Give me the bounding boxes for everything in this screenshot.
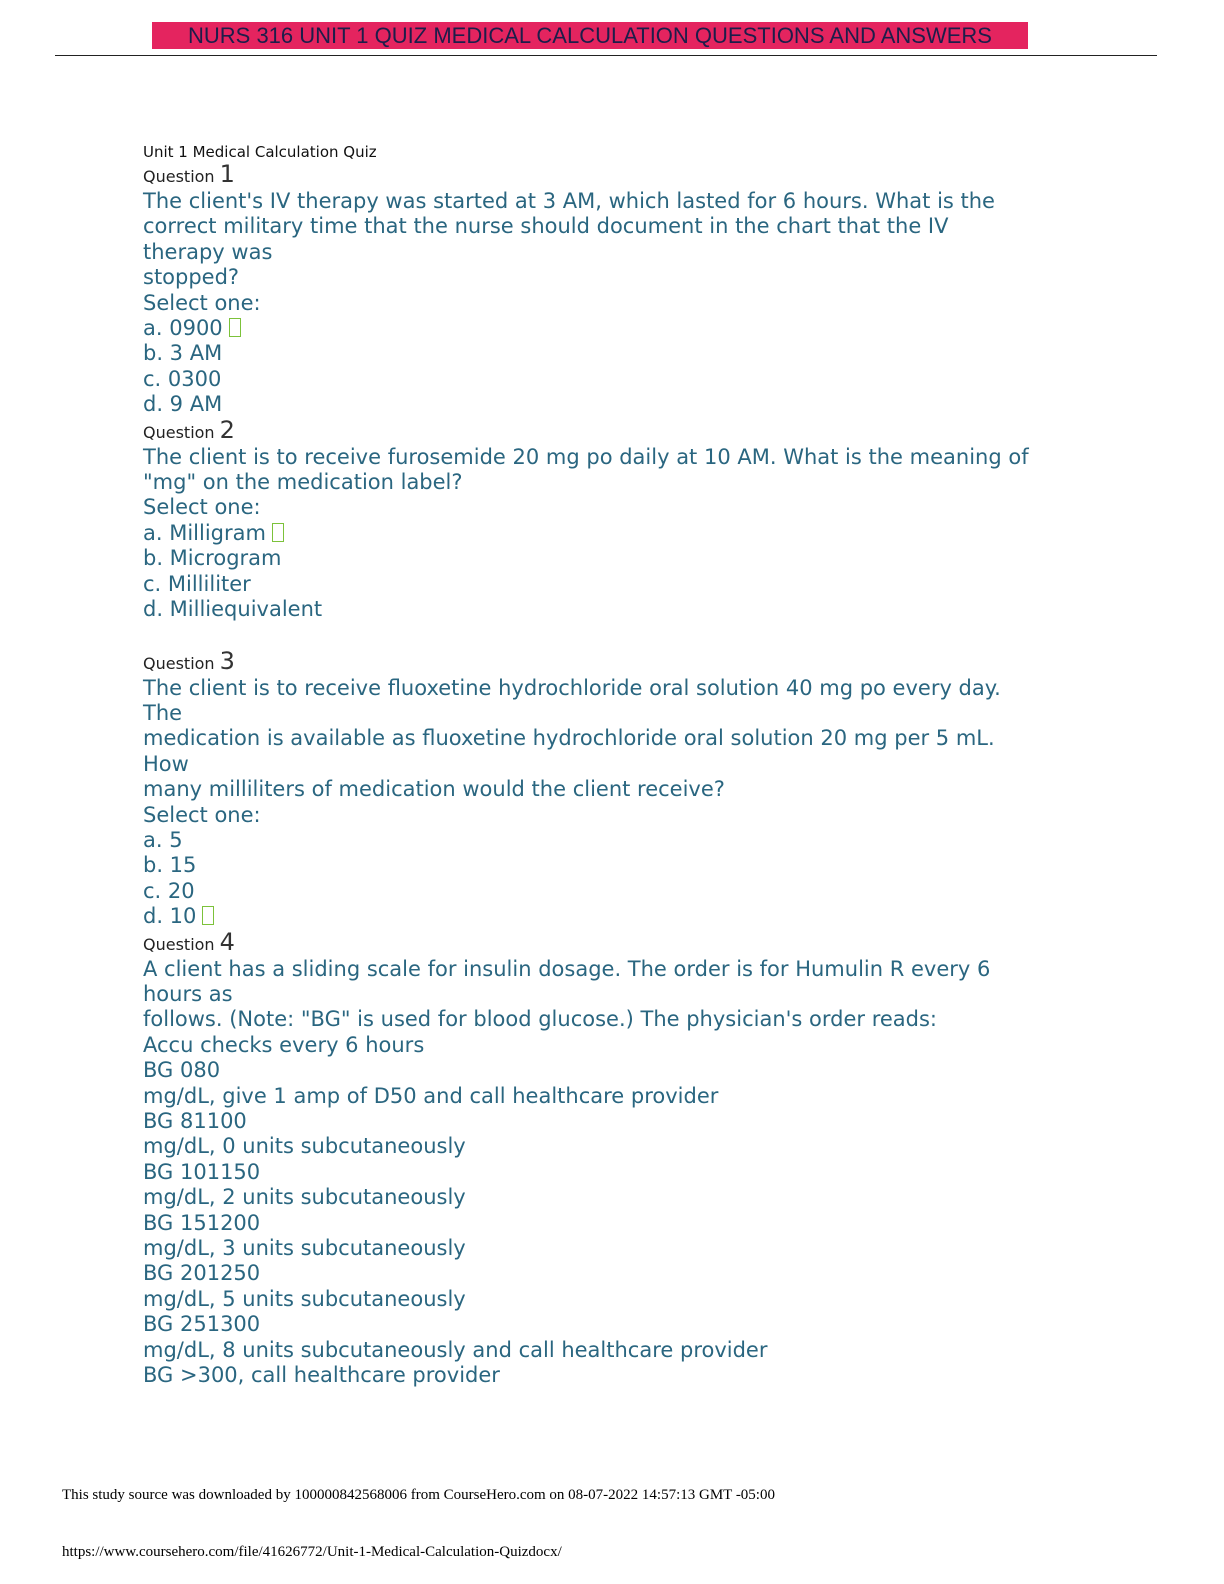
- question-text-line: Accu checks every 6 hours: [143, 1032, 425, 1057]
- quiz-content: [143, 142, 1073, 1388]
- correct-answer-check-icon: [272, 523, 284, 542]
- document-title-banner: [152, 22, 1028, 49]
- source-url[interactable]: https://www.coursehero.com/file/41626772/Unit-1-Medical-Calculation-Quizdocx/: [62, 1544, 562, 1560]
- question-number: 3: [219, 646, 235, 675]
- option-b: b. 15: [143, 853, 197, 878]
- option-d: d. 10: [143, 904, 1073, 929]
- option-c: c. Milliliter: [143, 571, 251, 596]
- quiz-title: Unit 1 Medical Calculation Quiz: [143, 143, 377, 161]
- question-label: Question 2: [143, 415, 235, 444]
- question-number: 2: [219, 415, 235, 444]
- question-number: 1: [219, 160, 235, 188]
- question-label: Question 1: [143, 160, 235, 188]
- correct-answer-check-icon: [202, 906, 214, 925]
- question-text-line: BG >300, call healthcare provider: [143, 1363, 500, 1388]
- question-text-line: A client has a sliding scale for insulin dosage. The order is for Humulin R every 6: [143, 956, 991, 981]
- question-text-line: BG 101150: [143, 1159, 261, 1184]
- question-text-line: many milliliters of medication would the client receive?: [143, 777, 725, 802]
- question-text-line: correct military time that the nurse should document in the chart that the IV: [143, 214, 949, 239]
- question-3: [143, 646, 1073, 930]
- document-title: NURS 316 UNIT 1 QUIZ MEDICAL CALCULATION QUESTIONS AND ANSWERS: [188, 23, 992, 48]
- select-one-label: Select one:: [143, 495, 261, 520]
- question-text-line: mg/dL, give 1 amp of D50 and call healthcare provider: [143, 1083, 719, 1108]
- option-a: a. 5: [143, 827, 183, 852]
- option-b: b. 3 AM: [143, 341, 223, 366]
- question-4: [143, 927, 1073, 1389]
- question-text-line: mg/dL, 8 units subcutaneously and call healthcare provider: [143, 1337, 768, 1362]
- question-text-line: The: [143, 700, 183, 725]
- question-text-line: mg/dL, 0 units subcutaneously: [143, 1134, 466, 1159]
- question-text-line: follows. (Note: "BG" is used for blood glucose.) The physician's order reads:: [143, 1007, 938, 1032]
- question-text-line: hours as: [143, 981, 233, 1006]
- question-text-line: therapy was: [143, 239, 273, 264]
- question-text-line: BG 81100: [143, 1109, 247, 1133]
- question-text-line: The client is to receive fluoxetine hydrochloride oral solution 40 mg po every day.: [143, 675, 1001, 700]
- download-source-notice: This study source was downloaded by 100000842568006 from CourseHero.com on 08-07-2022 14:57:13 GMT -05:00: [62, 1487, 775, 1503]
- question-text-line: mg/dL, 3 units subcutaneously: [143, 1236, 466, 1261]
- option-b: b. Microgram: [143, 546, 282, 571]
- question-text-line: BG 251300: [143, 1312, 261, 1337]
- question-text-line: medication is available as fluoxetine hydrochloride oral solution 20 mg per 5 mL.: [143, 726, 995, 751]
- option-c: c. 20: [143, 878, 195, 903]
- correct-answer-check-icon: [229, 318, 241, 337]
- option-c: c. 0300: [143, 366, 222, 391]
- question-2: [143, 415, 1073, 623]
- question-text-line: How: [143, 751, 189, 776]
- select-one-label: Select one:: [143, 290, 261, 315]
- question-label: Question 4: [143, 927, 235, 956]
- question-text-line: mg/dL, 2 units subcutaneously: [143, 1185, 466, 1210]
- question-text-line: BG 201250: [143, 1261, 261, 1286]
- question-text-line: mg/dL, 5 units subcutaneously: [143, 1286, 466, 1311]
- question-number: 4: [219, 927, 235, 956]
- select-one-label: Select one:: [143, 802, 261, 827]
- question-text-line: The client is to receive furosemide 20 mg po daily at 10 AM. What is the meaning of: [143, 444, 1029, 469]
- question-text-line: BG 080: [143, 1058, 221, 1083]
- option-d: d. 9 AM: [143, 392, 223, 417]
- header-divider: [55, 55, 1157, 56]
- option-a: a. 0900: [143, 316, 1073, 341]
- question-text-line: The client's IV therapy was started at 3 AM, which lasted for 6 hours. What is the: [143, 189, 995, 213]
- question-text-line: BG 151200: [143, 1210, 261, 1235]
- question-1: [143, 162, 1073, 418]
- spacer: [143, 623, 1073, 649]
- question-text-line: stopped?: [143, 265, 240, 290]
- question-label: Question 3: [143, 646, 235, 675]
- option-a: a. Milligram: [143, 521, 1073, 546]
- question-text-line: "mg" on the medication label?: [143, 470, 463, 495]
- option-d: d. Milliequivalent: [143, 597, 323, 622]
